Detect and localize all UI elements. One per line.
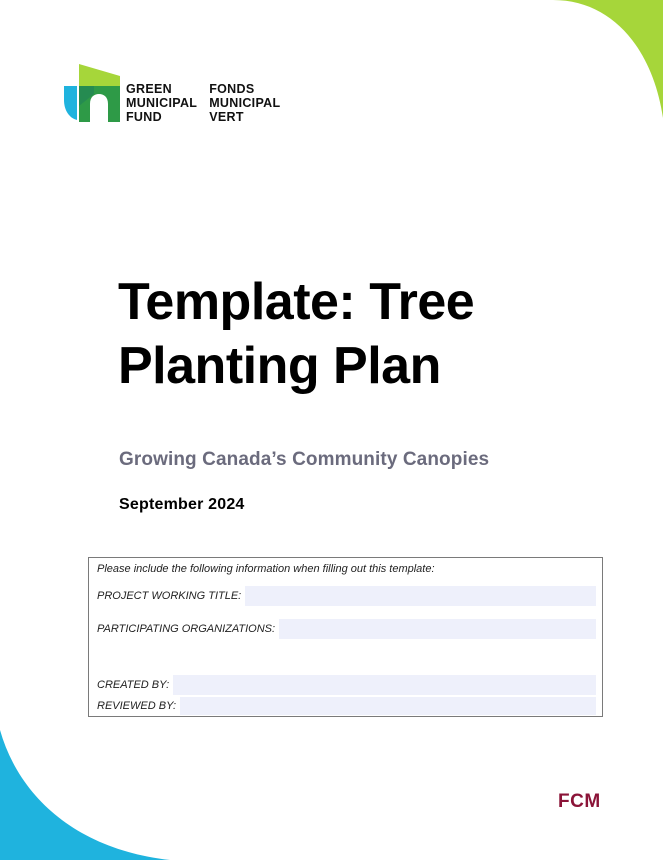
logo-text-french [209,82,280,124]
reviewed-by-input[interactable] [180,697,596,715]
gmf-logo-mark-icon [64,64,120,124]
form-instructions: Please include the following information when filling out this template: [97,563,435,575]
logo-word: GREEN [126,82,172,96]
logo-word: FONDS [209,82,255,96]
document-subtitle: Growing Canada’s Community Canopies [119,449,490,470]
document-date: September 2024 [119,496,245,513]
form-row-created-by [97,675,596,695]
project-title-input[interactable] [245,586,596,606]
corner-swoosh-top-right [513,0,663,130]
logo-word: FUND [126,110,162,124]
form-row-project-title [97,586,596,606]
title-line-2: Planting Plan [118,337,441,395]
reviewed-by-label: REVIEWED BY: [97,700,177,712]
title-line-1: Template: Tree [118,273,475,331]
organizations-label: PARTICIPATING ORGANIZATIONS: [97,623,276,635]
organizations-input[interactable] [279,619,596,639]
form-row-reviewed-by [97,697,596,715]
info-form [88,557,603,717]
fcm-logo: FCM [558,791,601,812]
logo-word: MUNICIPAL [209,96,281,110]
logo-text-english [126,82,197,124]
gmf-logo [64,64,280,124]
document-title [118,270,618,398]
project-title-label: PROJECT WORKING TITLE: [97,590,242,602]
form-row-organizations [97,619,596,639]
logo-word: VERT [209,110,244,124]
corner-swoosh-bottom-left [0,730,170,860]
created-by-label: CREATED BY: [97,679,170,691]
created-by-input[interactable] [173,675,596,695]
logo-word: MUNICIPAL [126,96,198,110]
